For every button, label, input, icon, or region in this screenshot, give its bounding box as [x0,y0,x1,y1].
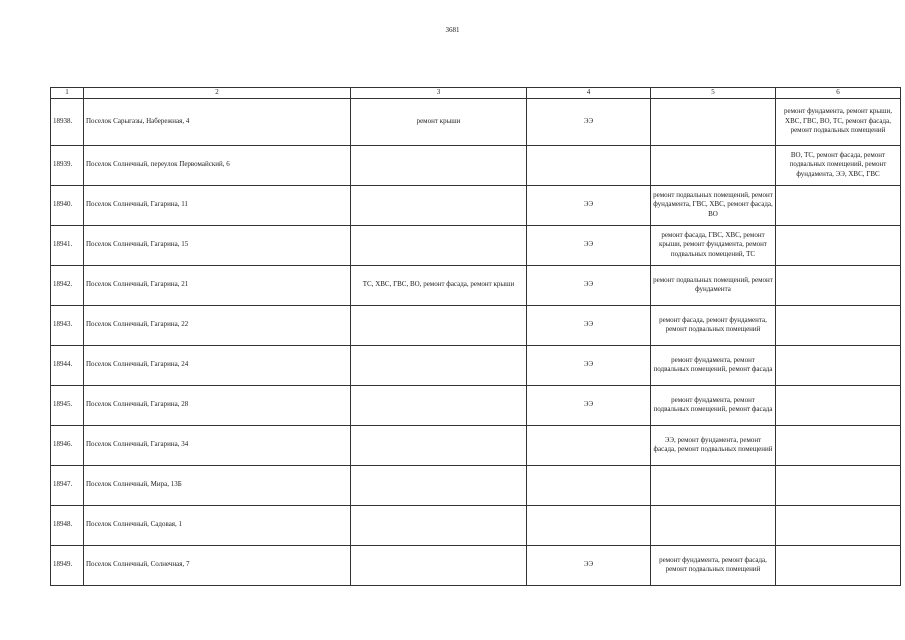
column-5-cell: ремонт фундамента, ремонт подвальных помещений, ремонт фасада [651,345,776,385]
table-row [51,385,901,425]
column-4-cell [527,505,651,545]
address-cell: Поселок Солнечный, Гагарина, 34 [84,425,351,465]
column-3-cell [351,225,527,265]
column-header: 1 [51,88,84,99]
column-6-cell: ВО, ТС, ремонт фасада, ремонт подвальных помещений, ремонт фундамента, ЭЭ, ХВС, ГВС [776,145,901,185]
column-4-cell: ЭЭ [527,385,651,425]
column-6-cell [776,185,901,225]
column-3-cell [351,385,527,425]
column-5-cell: ремонт фасада, ГВС, ХВС, ремонт крыши, ремонт фундамента, ремонт подвальных помещений, ТС [651,225,776,265]
column-6-cell [776,465,901,505]
address-cell: Поселок Солнечный, Гагарина, 22 [84,305,351,345]
address-cell: Поселок Солнечный, переулок Первомайский, 6 [84,145,351,185]
row-number-cell: 18948. [51,505,84,545]
column-5-cell: ЭЭ, ремонт фундамента, ремонт фасада, ремонт подвальных помещений [651,425,776,465]
column-5-cell: ремонт фундамента, ремонт подвальных помещений, ремонт фасада [651,385,776,425]
column-6-cell [776,305,901,345]
registry-table [50,87,901,586]
table-row [51,465,901,505]
column-6-cell: ремонт фундамента, ремонт крыши, ХВС, ГВС, ВО, ТС, ремонт фасада, ремонт подвальных помещений [776,98,901,145]
column-3-cell [351,505,527,545]
column-4-cell: ЭЭ [527,225,651,265]
column-6-cell [776,385,901,425]
table-row [51,185,901,225]
row-number-cell: 18947. [51,465,84,505]
column-5-cell: ремонт подвальных помещений, ремонт фундамента, ГВС, ХВС, ремонт фасада, ВО [651,185,776,225]
column-header: 2 [84,88,351,99]
column-header: 3 [351,88,527,99]
table-row [51,265,901,305]
address-cell: Поселок Солнечный, Гагарина, 11 [84,185,351,225]
column-4-cell: ЭЭ [527,545,651,585]
column-6-cell [776,425,901,465]
address-cell: Поселок Солнечный, Гагарина, 15 [84,225,351,265]
column-4-cell: ЭЭ [527,305,651,345]
column-6-cell [776,265,901,305]
column-4-cell: ЭЭ [527,98,651,145]
row-number-cell: 18940. [51,185,84,225]
page-number: 3681 [445,26,460,34]
column-5-cell [651,465,776,505]
row-number-cell: 18946. [51,425,84,465]
column-3-cell [351,545,527,585]
column-3-cell [351,425,527,465]
table-row [51,425,901,465]
address-cell: Поселок Солнечный, Садовая, 1 [84,505,351,545]
table-row [51,145,901,185]
column-3-cell: ТС, ХВС, ГВС, ВО, ремонт фасада, ремонт крыши [351,265,527,305]
address-cell: Поселок Солнечный, Гагарина, 28 [84,385,351,425]
table-row [51,98,901,145]
column-5-cell [651,145,776,185]
column-4-cell: ЭЭ [527,185,651,225]
table-row [51,345,901,385]
row-number-cell: 18944. [51,345,84,385]
address-cell: Поселок Солнечный, Солнечная, 7 [84,545,351,585]
row-number-cell: 18939. [51,145,84,185]
column-5-cell: ремонт фасада, ремонт фундамента, ремонт подвальных помещений [651,305,776,345]
column-3-cell [351,145,527,185]
column-6-cell [776,505,901,545]
column-3-cell [351,185,527,225]
column-5-cell [651,98,776,145]
column-header: 4 [527,88,651,99]
table-row [51,305,901,345]
table-row [51,225,901,265]
row-number-cell: 18938. [51,98,84,145]
column-3-cell [351,305,527,345]
address-cell: Поселок Солнечный, Гагарина, 21 [84,265,351,305]
row-number-cell: 18942. [51,265,84,305]
column-4-cell: ЭЭ [527,345,651,385]
address-cell: Поселок Сарыгазы, Набережная, 4 [84,98,351,145]
column-3-cell: ремонт крыши [351,98,527,145]
column-3-cell [351,465,527,505]
column-5-cell: ремонт фундамента, ремонт фасада, ремонт подвальных помещений [651,545,776,585]
column-6-cell [776,545,901,585]
column-4-cell [527,425,651,465]
column-4-cell [527,145,651,185]
row-number-cell: 18943. [51,305,84,345]
address-cell: Поселок Солнечный, Гагарина, 24 [84,345,351,385]
column-4-cell [527,465,651,505]
row-number-cell: 18941. [51,225,84,265]
table-row [51,545,901,585]
column-6-cell [776,345,901,385]
column-6-cell [776,225,901,265]
address-cell: Поселок Солнечный, Мира, 13Б [84,465,351,505]
column-4-cell: ЭЭ [527,265,651,305]
row-number-cell: 18945. [51,385,84,425]
column-header: 6 [776,88,901,99]
column-3-cell [351,345,527,385]
row-number-cell: 18949. [51,545,84,585]
column-5-cell: ремонт подвальных помещений, ремонт фундамента [651,265,776,305]
column-header-row [51,88,901,99]
column-header: 5 [651,88,776,99]
table-row [51,505,901,545]
column-5-cell [651,505,776,545]
